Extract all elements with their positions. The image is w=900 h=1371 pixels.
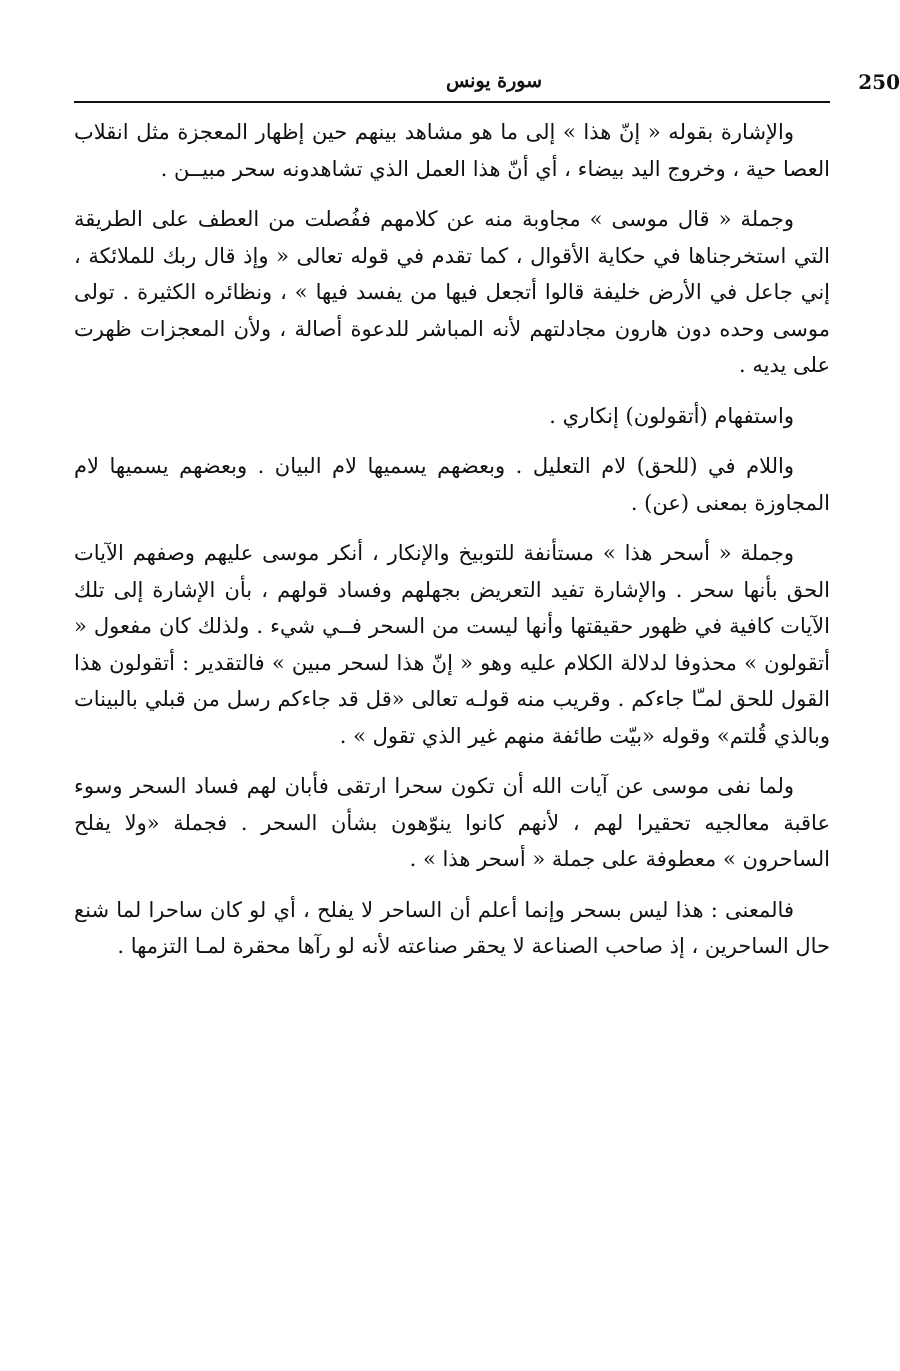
page-number: 250	[858, 70, 900, 94]
paragraph: فالمعنى : هذا ليس بسحر وإنما أعلم أن الساحر لا يفلح ، أي لو كان ساحرا لما شنع حال الساحرين ، إذ صاحب الصناعة لا يحقر صناعته لأنه لو رآها محقرة لمـا التزمها .	[74, 897, 830, 958]
running-title: سورة يونس	[445, 70, 543, 92]
page-header	[74, 68, 900, 104]
paragraph: واللام في (للحق) لام التعليل . وبعضهم يسميها لام البيان . وبعضهم يسميها لام المجاوزة بمعنى (عن) .	[74, 454, 830, 515]
paragraph: وجملة « أسحر هذا » مستأنفة للتوبيخ والإنكار ، أنكر موسى عليهم وصفهم الآيات الحق بأنها سحر . والإشارة تفيد التعريض بجهلهم وفساد قولهم ، بأن الإشارة إلى تلك الآيات كافية في ظهور حقيقتها وأنها ليست من السحر فــي شيء . ولذلك كان مفعول « أتقولون » محذوفا لدلالة الكلام عليه وهو « إنّ هذا لسحر مبين » فالتقدير : أتقولون هذا القول للحق لمـّا جاءكم . وقريب منه قولـه تعالى «قل قد جاءكم رسل من قبلي بالبينات وبالذي قُلتم» وقوله «بيّت طائفة منهم غير الذي تقول » .	[74, 541, 830, 748]
paragraph: والإشارة بقوله « إنّ هذا » إلى ما هو مشاهد بينهم حين إظهار المعجزة مثل انقلاب العصا حية ، وخروج اليد بيضاء ، أي أنّ هذا العمل الذي تشاهدونه سحر مبيــن .	[74, 120, 830, 181]
header-rule	[74, 101, 830, 103]
paragraph: واستفهام (أتقولون) إنكاري .	[549, 403, 794, 428]
paragraph: ولما نفى موسى عن آيات الله أن تكون سحرا ارتقى فأبان لهم فساد السحر وسوء عاقبة معالجيه تحقيرا لهم ، لأنهم كانوا ينوّهون بشأن السحر . فجملة «ولا يفلح الساحرون » معطوفة على جملة « أسحر هذا » .	[74, 774, 830, 871]
paragraph: وجملة « قال موسى » مجاوبة منه عن كلامهم ففُصلت من العطف على الطريقة التي استخرجناها في حكاية الأقوال ، كما تقدم في قوله تعالى « وإذ قال ربك للملائكة ، إني جاعل في الأرض خليفة قالوا أتجعل فيها من يفسد فيها » ، ونظائره الكثيرة . تولى موسى وحده دون هارون مجادلتهم لأنه المباشر للدعوة أصالة ، ولأن المعجزات ظهرت على يديه .	[74, 207, 830, 377]
body-text	[74, 114, 830, 979]
